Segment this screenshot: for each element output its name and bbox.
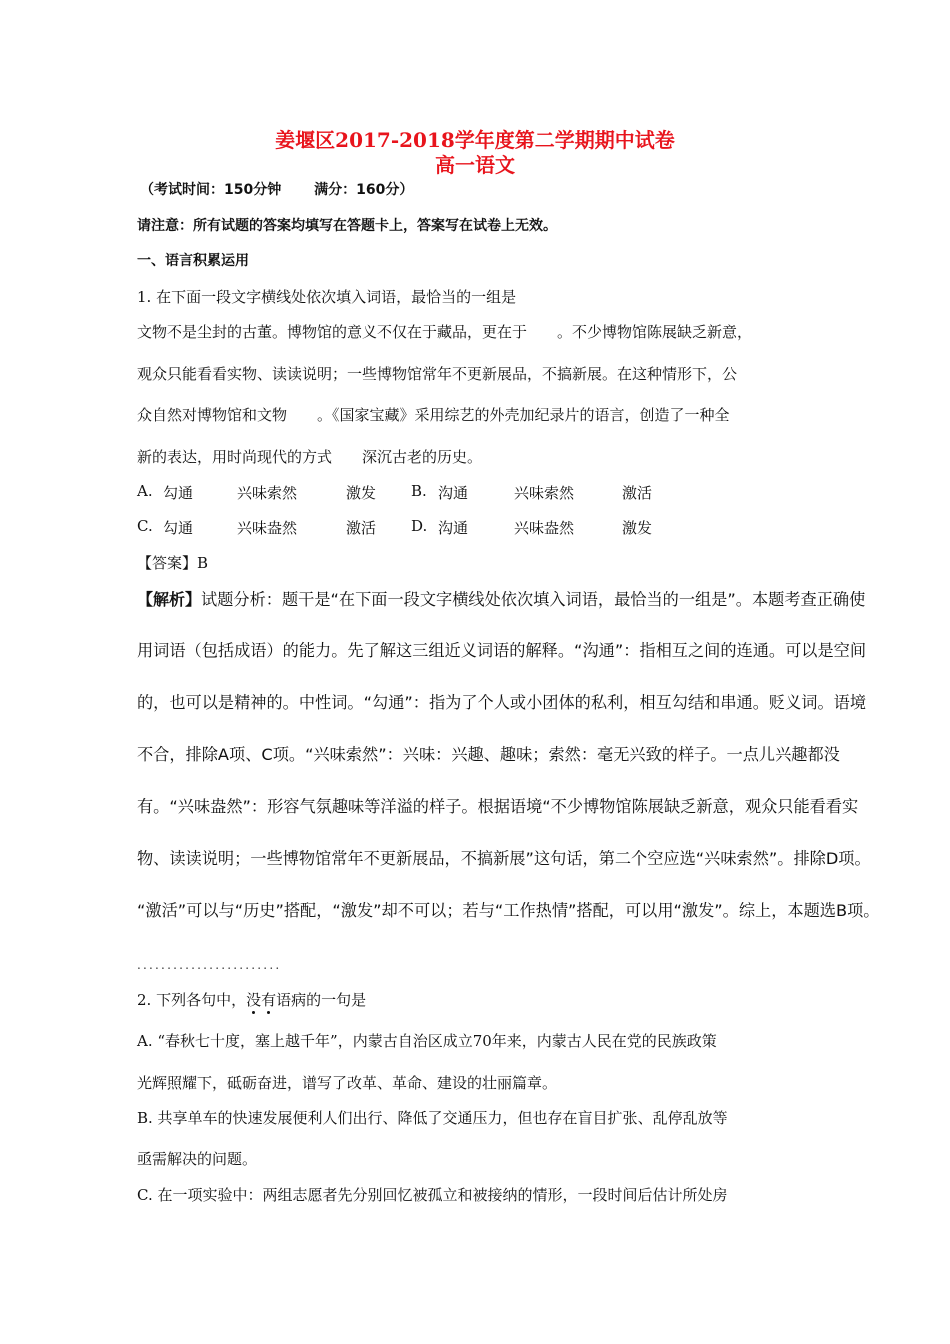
q2-line: C. 在一项实验中：两组志愿者先分别回忆被孤立和被接纳的情形，一段时间后估计所处房 xyxy=(137,1186,728,1204)
analysis-label: 【解析】 xyxy=(137,590,202,609)
analysis-line: 有。“兴味盎然”：形容气氛趣味等洋溢的样子。根据语境“不少博物馆陈展缺乏新意，观众只能看看实 xyxy=(137,797,859,816)
q2-line: A. “春秋七十度，塞上越千年”，内蒙古自治区成立70年来，内蒙古人民在党的民族政策 xyxy=(137,1032,717,1050)
analysis-line: 的，也可以是精神的。中性词。“勾通”：指为了个人或小团体的私利，相互勾结和串通。贬义词。语境 xyxy=(137,693,867,712)
option-word: 兴味盎然 xyxy=(514,519,575,537)
option-word: 激发 xyxy=(346,484,377,502)
passage-line: 新的表达，用时尚现代的方式 深沉古老的历史。 xyxy=(137,448,483,466)
stem-suffix: 语病的一句是 xyxy=(276,991,367,1009)
option-key: B. xyxy=(411,482,427,500)
analysis-line: 不合，排除A项、C项。“兴味索然”：兴味：兴趣、趣味；索然：毫无兴致的样子。一点儿兴趣都没 xyxy=(137,745,840,764)
option-key: C. xyxy=(137,517,153,535)
section-heading: 一、语言积累运用 xyxy=(137,253,249,269)
option-key: D. xyxy=(411,517,428,535)
option-word: 激发 xyxy=(622,519,653,537)
option-word: 沟通 xyxy=(438,519,469,537)
passage-line: 众自然对博物馆和文物 。《国家宝藏》采用综艺的外壳加纪录片的语言，创造了一种全 xyxy=(137,406,730,424)
stem-prefix: 2. 下列各句中， xyxy=(137,991,247,1009)
question-2-stem xyxy=(137,989,366,1010)
option-word: 沟通 xyxy=(438,484,469,502)
passage-line: 观众只能看看实物、读读说明；一些博物馆常年不更新展品，不搞新展。在这种情形下，公 xyxy=(137,365,738,383)
passage-line: 文物不是尘封的古董。博物馆的意义不仅在于藏品，更在于 。不少博物馆陈展缺乏新意， xyxy=(137,323,753,341)
q2-line: 亟需解决的问题。 xyxy=(137,1150,258,1168)
option-word: 兴味索然 xyxy=(514,484,575,502)
exam-info: （考试时间：150分钟 满分：160分） xyxy=(140,182,414,198)
option-word: 兴味盎然 xyxy=(237,519,298,537)
option-key: A. xyxy=(137,482,153,500)
analysis-line: “激活”可以与“历史”搭配，“激发”却不可以；若与“工作热情”搭配，可以用“激发”。综上，本题选B项。 xyxy=(137,901,880,920)
option-word: 激活 xyxy=(622,484,653,502)
emphasis-char: 没 xyxy=(246,991,262,1009)
answer-line: 【答案】B xyxy=(137,554,209,572)
analysis-line xyxy=(137,586,865,610)
question-1-stem: 1. 在下面一段文字横线处依次填入词语，最恰当的一组是 xyxy=(137,288,517,306)
separator-dots: ........................ xyxy=(137,958,282,972)
emphasis-char: 有 xyxy=(261,991,277,1009)
analysis-line: 物、读读说明；一些博物馆常年不更新展品，不搞新展”这句话，第二个空应选“兴味索然”。排除D项。 xyxy=(137,849,871,868)
notice: 请注意：所有试题的答案均填写在答题卡上，答案写在试卷上无效。 xyxy=(137,218,557,234)
q2-line: B. 共享单车的快速发展便利人们出行、降低了交通压力，但也存在盲目扩张、乱停乱放等 xyxy=(137,1109,728,1127)
option-word: 勾通 xyxy=(163,519,194,537)
analysis-line: 用词语（包括成语）的能力。先了解这三组近义词语的解释。“沟通”：指相互之间的连通。可以是空间 xyxy=(137,641,867,660)
option-word: 兴味索然 xyxy=(237,484,298,502)
stem-emphasis xyxy=(246,991,276,1009)
option-word: 勾通 xyxy=(163,484,194,502)
analysis-text: 试题分析：题干是“在下面一段文字横线处依次填入词语，最恰当的一组是”。本题考查正确使 xyxy=(201,590,866,609)
exam-subject: 高一语文 xyxy=(435,153,515,177)
exam-title: 姜堰区2017-2018学年度第二学期期中试卷 xyxy=(275,128,675,152)
q2-line: 光辉照耀下，砥砺奋进，谱写了改革、革命、建设的壮丽篇章。 xyxy=(137,1074,558,1092)
option-word: 激活 xyxy=(346,519,377,537)
